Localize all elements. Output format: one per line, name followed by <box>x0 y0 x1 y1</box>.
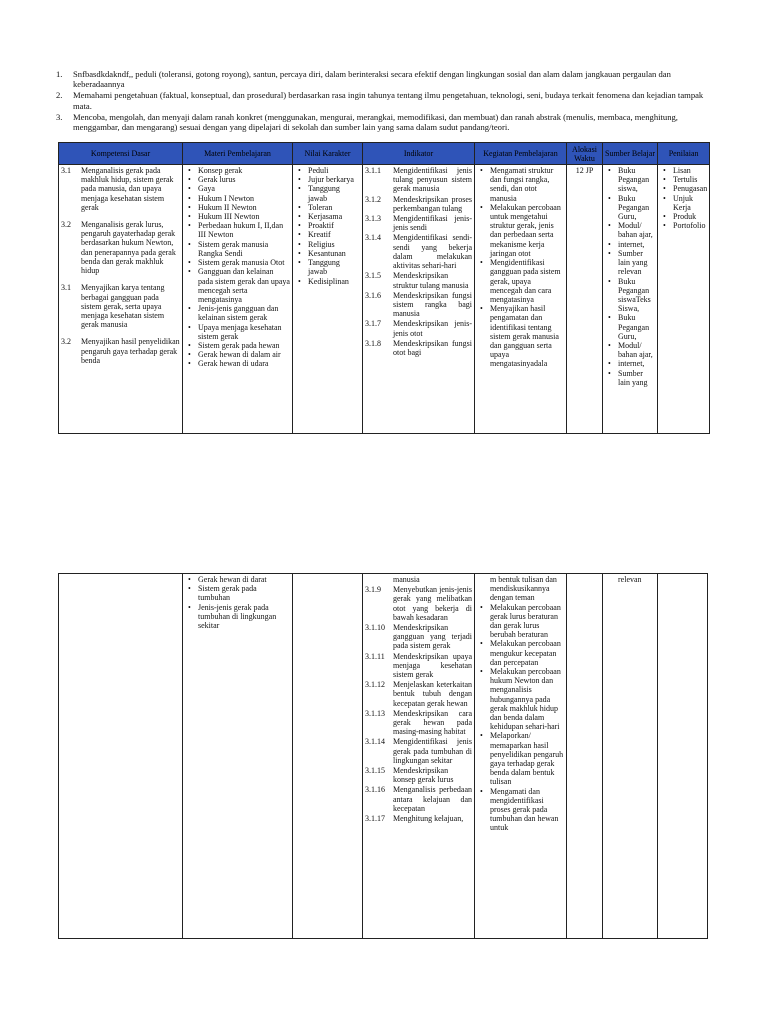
kegiatan-cell-cont <box>475 574 567 939</box>
nilai-item: • Kedisiplinan <box>308 277 360 286</box>
indikator-number: 3.1.5 <box>365 271 381 281</box>
materi-item: • Gangguan dan kelainan pada sistem gerak dan upaya mencegah serta mengatasinya <box>198 267 290 304</box>
header-sumber: Sumber Belajar <box>603 143 658 165</box>
sumber-continued-text: relevan <box>618 575 642 584</box>
indikator-item <box>365 319 472 337</box>
sumber-item: • Sumber lain yang <box>618 369 655 387</box>
indikator-text: Menganalisis perbedaan antara kelajuan dan kecepatan <box>393 785 472 813</box>
penilaian-cell-cont <box>658 574 708 939</box>
indikator-number: 3.1.6 <box>365 290 381 300</box>
indikator-text: Mendeskripsikan konsep gerak lurus <box>393 766 454 785</box>
sumber-item: • Modul/ bahan ajar, <box>618 341 655 359</box>
penilaian-item: • Unjuk Kerja <box>673 194 707 212</box>
indikator-text: Mengidentifikasi sendi-sendi yang bekerja dalam melakukan aktivitas sehari-hari <box>393 233 472 271</box>
sumber-item: • internet, <box>618 240 655 249</box>
materi-item: • Gaya <box>198 184 290 193</box>
materi-item: • Jenis-jenis gerak pada tumbuhan di lingkungan sekitar <box>198 603 290 631</box>
nilai-item: • Toleran <box>308 203 360 212</box>
indikator-item <box>365 339 472 357</box>
indikator-cell-cont <box>363 574 475 939</box>
alokasi-cell: 12 JP <box>567 165 603 434</box>
indikator-text: Mendeskripsikan cara gerak hewan pada masing-masing habitat <box>393 708 472 737</box>
nilai-item: • Kesantunan <box>308 249 360 258</box>
indikator-number: 3.1.10 <box>365 623 385 633</box>
nilai-item: • Tanggung jawab <box>308 184 360 202</box>
competency-item-3: 3. Mencoba, mengolah, dan menyaji dalam ranah konkret (menggunakan, mengurai, merangkai, memodifikasi, dan membuat) dan ranah abstrak (menulis, membaca, menghitung, menggambar, dan mengarang) sesuai dengan yang dipelajari di sekolah dan sumber lain yang sama dalam sudut pandang/teori. <box>56 111 678 133</box>
kd-item <box>61 166 180 212</box>
materi-item: • Sistem gerak manusia Rangka Sendi <box>198 240 290 258</box>
header-indikator: Indikator <box>363 143 475 165</box>
indikator-number: 3.1.12 <box>365 680 385 690</box>
lesson-plan-table-page-1 <box>58 142 710 434</box>
indikator-text: Mendeskripsikan fungsi otot bagi <box>393 338 472 357</box>
indikator-item <box>365 214 472 232</box>
materi-item: • Hukum I Newton <box>198 194 290 203</box>
header-nilai-karakter: Nilai Karakter <box>293 143 363 165</box>
indikator-number: 3.1.13 <box>365 708 385 718</box>
indikator-item <box>365 585 472 622</box>
nilai-item: • Jujur berkarya <box>308 175 360 184</box>
competency-item-1: 1. Snfbasdkdakndf,, peduli (toleransi, gotong royong), santun, percaya diri, dalam berinteraksi secara efektif dengan lingkungan sosial dan alam dalam jangkauan pergaulan dan keberadaannya <box>56 69 671 90</box>
kegiatan-item: • Melakukan percobaan gerak lurus beraturan dan gerak lurus berubah beraturan <box>490 603 564 640</box>
header-kompetensi-dasar: Kompetensi Dasar <box>59 143 183 165</box>
indikator-item <box>365 291 472 319</box>
indikator-item <box>365 623 472 651</box>
indikator-text: Mendeskripsikan gangguan yang terjadi pada sistem gerak <box>393 623 472 651</box>
nilai-item: • Religius <box>308 240 360 249</box>
materi-item: • Hukum II Newton <box>198 203 290 212</box>
materi-item: • Sistem gerak pada hewan <box>198 341 290 350</box>
materi-item: • Konsep gerak <box>198 166 290 175</box>
indikator-item <box>365 271 472 289</box>
indikator-text: Mendeskripsikan proses perkembangan tulang <box>393 194 472 213</box>
kegiatan-item: • Mengamati dan mengidentifikasi proses gerak pada tumbuhan dan hewan untuk <box>490 787 564 833</box>
indikator-item <box>365 195 472 213</box>
sumber-item: • Sumber lain yang relevan <box>618 249 655 277</box>
nilai-item: • Tanggung jawab <box>308 258 360 276</box>
nilai-cell-cont <box>293 574 363 939</box>
header-kegiatan: Kegiatan Pembelajaran <box>475 143 567 165</box>
competency-list <box>56 69 714 133</box>
kd-text: Menganalisis gerak lurus, pengaruh gayaterhadap gerak berdasarkan hukum Newton, dan penerapannya pada gerak benda dan gerak makhluk hidup <box>81 220 176 276</box>
competency-item-2: 2. Memahami pengetahuan (faktual, konseptual, dan prosedural) berdasarkan rasa ingin tahunya tentang ilmu pengetahuan, teknologi, seni, budaya terkait fenomena dan kejadian tampak mata. <box>56 90 704 111</box>
indikator-text: Mendeskripsikan fungsi sistem rangka bagi manusia <box>393 290 472 319</box>
indikator-item <box>365 785 472 813</box>
sumber-item: • Buku Pegangan siswaTeks Siswa, <box>618 277 655 314</box>
indikator-item <box>365 652 472 680</box>
kd-item <box>61 220 180 275</box>
materi-item: • Gerak hewan di udara <box>198 359 290 368</box>
header-penilaian: Penilaian <box>658 143 710 165</box>
penilaian-item: • Penugasan <box>673 184 707 193</box>
materi-item: • Perbedaan hukum I, II,dan III Newton <box>198 221 290 239</box>
materi-cell-cont <box>183 574 293 939</box>
kegiatan-item: • Melaporkan/ memaparkan hasil penyelidikan pengaruh gaya terhadap gerak benda dalam bentuk tulisan <box>490 731 564 786</box>
kd-cell-cont <box>59 574 183 939</box>
header-alokasi: Alokasi Waktu <box>567 143 603 165</box>
indikator-number: 3.1.8 <box>365 338 381 348</box>
penilaian-cell <box>658 165 710 434</box>
sumber-item: • Modul/ bahan ajar, <box>618 221 655 239</box>
indikator-text: Menghitung kelajuan, <box>393 814 464 824</box>
kegiatan-item: • Melakukan percobaan hukum Newton dan menganalisis hubungannya pada gerak makhluk hidup dan benda dalam kehidupan sehari-hari <box>490 667 564 731</box>
sumber-item: • Buku Pegangan siswa, <box>618 166 655 194</box>
materi-item: • Sistem gerak pada tumbuhan <box>198 584 290 602</box>
indikator-text: Mendeskripsikan struktur tulang manusia <box>393 271 469 290</box>
header-materi: Materi Pembelajaran <box>183 143 293 165</box>
indikator-item <box>365 709 472 737</box>
materi-item: • Gerak lurus <box>198 175 290 184</box>
penilaian-item: • Produk <box>673 212 707 221</box>
indikator-text: Mengidentifikasi jenis tulang penyusun sistem gerak manusia <box>393 166 472 194</box>
materi-item: • Upaya menjaga kesehatan sistem gerak <box>198 323 290 341</box>
indikator-number: 3.1.1 <box>365 166 381 176</box>
kegiatan-item: • Menyajikan hasil pengamatan dan identifikasi tentang sistem gerak manusia dan gangguan serta upaya mengatasinyadala <box>490 304 564 368</box>
lesson-plan-table-page-2 <box>58 573 708 939</box>
kd-item <box>61 283 180 329</box>
sumber-item: • internet, <box>618 359 655 368</box>
indikator-number: 3.1.3 <box>365 214 381 224</box>
kegiatan-item: • Melakukan percobaan mengukur kecepatan dan percepatan <box>490 639 564 667</box>
materi-item: • Jenis-jenis gangguan dan kelainan sistem gerak <box>198 304 290 322</box>
indikator-item <box>365 737 472 765</box>
indikator-number: 3.1.4 <box>365 233 381 243</box>
kegiatan-item: • Mengamati struktur dan fungsi rangka, sendi, dan otot manusia <box>490 166 564 203</box>
kegiatan-cell <box>475 165 567 434</box>
indikator-number: 3.1.15 <box>365 766 385 776</box>
sumber-cell <box>603 165 658 434</box>
indikator-cell <box>363 165 475 434</box>
indikator-item <box>365 680 472 708</box>
kd-text: Menyajikan karya tentang berbagai gangguan pada sistem gerak, serta upaya menjaga kesehatan sistem gerak manusia <box>81 283 165 330</box>
sumber-item: • Buku Pegangan Guru, <box>618 313 655 341</box>
indikator-item <box>365 766 472 784</box>
materi-item: • Sistem gerak manusia Otot <box>198 258 290 267</box>
indikator-item <box>365 233 472 270</box>
materi-cell <box>183 165 293 434</box>
indikator-number: 3.1.14 <box>365 737 385 747</box>
alokasi-cell-cont <box>567 574 603 939</box>
kd-text: Menyajikan hasil penyelidikan pengaruh gaya terhadap gerak benda <box>81 337 180 365</box>
penilaian-item: • Tertulis <box>673 175 707 184</box>
indikator-number <box>365 575 393 584</box>
indikator-number: 3.1.16 <box>365 785 385 795</box>
indikator-text: Menyebutkan jenis-jenis gerak yang melibatkan otot yang bekerja di bawah kesadaran <box>393 585 472 622</box>
materi-item: • Gerak hewan di dalam air <box>198 350 290 359</box>
indikator-text: manusia <box>393 575 420 584</box>
indikator-text: Mengidentifikasi jenis-jenis sendi <box>393 214 472 233</box>
kd-number: 3.2 <box>61 337 71 347</box>
indikator-item <box>365 575 472 584</box>
kd-item <box>61 337 180 365</box>
sumber-cell-cont <box>603 574 658 939</box>
kd-number: 3.2 <box>61 220 71 230</box>
penilaian-item: • Lisan <box>673 166 707 175</box>
materi-item: • Hukum III Newton <box>198 212 290 221</box>
indikator-number: 3.1.11 <box>365 651 385 661</box>
kegiatan-continued-text: m bentuk tulisan dan mendiskusikannya dengan teman <box>490 575 557 603</box>
indikator-number: 3.1.7 <box>365 319 381 329</box>
indikator-number: 3.1.17 <box>365 814 385 824</box>
kd-number: 3.1 <box>61 166 71 176</box>
indikator-item <box>365 166 472 194</box>
kd-text: Menganalisis gerak pada makhluk hidup, sistem gerak pada manusia, dan upaya menjaga kesehatan sistem gerak <box>81 166 174 212</box>
kegiatan-item: • Mengidentifikasi gangguan pada sistem gerak, upaya mencegah dan cara mengatasinya <box>490 258 564 304</box>
kd-number: 3.1 <box>61 283 71 293</box>
indikator-number: 3.1.2 <box>365 194 381 204</box>
indikator-text: Menjelaskan keterkaitan bentuk tubuh dengan kecepatan gerak hewan <box>393 680 472 708</box>
nilai-cell <box>293 165 363 434</box>
nilai-item: • Proaktif <box>308 221 360 230</box>
indikator-number: 3.1.9 <box>365 585 381 595</box>
nilai-item: • Kerjasama <box>308 212 360 221</box>
nilai-item: • Peduli <box>308 166 360 175</box>
kd-cell <box>59 165 183 434</box>
indikator-text: Mengidentifikasi jenis gerak pada tumbuhan di lingkungan sekitar <box>393 737 472 765</box>
indikator-item <box>365 814 472 823</box>
indikator-text: Mendeskripsikan jenis-jenis otot <box>393 319 472 338</box>
sumber-item: • Buku Pegangan Guru, <box>618 194 655 222</box>
kegiatan-item: • Melakukan percobaan untuk mengetahui struktur gerak, jenis dan perbedaan serta mekanisme kerja jaringan otot <box>490 203 564 258</box>
indikator-text: Mendeskripsikan upaya menjaga kesehatan sistem gerak <box>393 651 472 680</box>
penilaian-item: • Portofolio <box>673 221 707 230</box>
materi-item: • Gerak hewan di darat <box>198 575 290 584</box>
nilai-item: • Kreatif <box>308 230 360 239</box>
